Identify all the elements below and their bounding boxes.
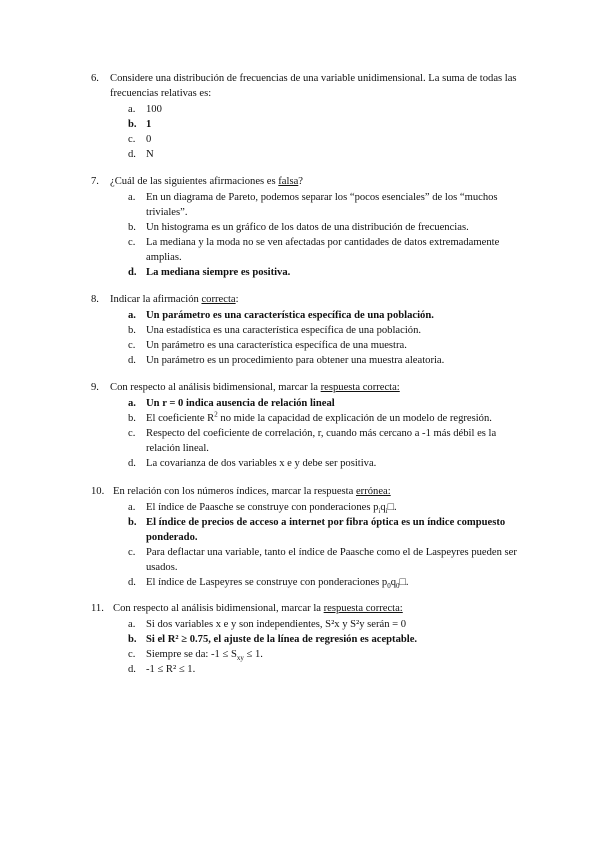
question-text: Indicar la afirmación (110, 294, 202, 305)
option-letter: a. (128, 619, 136, 630)
option-text-end: ≤ 1. (243, 649, 263, 660)
option-d-answer (91, 265, 521, 280)
option-text: Un parámetro es una característica específica de una muestra. (146, 340, 407, 351)
option-letter: b. (128, 325, 136, 336)
underlined-keyword: respuesta correcta: (320, 382, 400, 393)
option-c (91, 647, 521, 662)
question-text: Con respecto al análisis bidimensional, marcar la (113, 603, 324, 614)
option-b-answer (91, 632, 521, 647)
option-letter: b. (128, 413, 136, 424)
option-c (91, 132, 521, 147)
underlined-keyword: correcta (201, 294, 236, 305)
option-letter: a. (128, 310, 136, 321)
option-text: El índice de Laspeyres se construye con ponderaciones p (146, 577, 388, 588)
option-letter: d. (128, 267, 137, 278)
option-b (91, 411, 521, 426)
question-11 (91, 601, 521, 677)
underlined-keyword: respuesta correcta: (323, 603, 403, 614)
option-text: Un r = 0 indica ausencia de relación lineal (146, 398, 335, 409)
underlined-keyword: errónea: (355, 486, 391, 497)
question-stem (91, 484, 521, 499)
question-stem (91, 292, 521, 307)
question-number: 11. (91, 603, 104, 614)
option-text: Si dos variables x e y son independientes, S²x y S²y serán = 0 (146, 619, 407, 630)
option-letter: d. (128, 149, 136, 160)
option-letter: a. (128, 192, 136, 203)
option-d (91, 456, 521, 471)
superscript: 2 (214, 410, 218, 419)
option-letter: c. (128, 547, 136, 558)
option-text: 0 (146, 134, 152, 145)
option-text-end: □. (387, 502, 397, 513)
option-letter: a. (128, 502, 136, 513)
option-text: La covarianza de dos variables x e y debe ser positiva. (146, 458, 377, 469)
option-text: El índice de Paasche se construye con ponderaciones p (146, 502, 379, 513)
question-stem (91, 601, 521, 616)
question-text: En relación con los números índices, marcar la respuesta (113, 486, 356, 497)
option-text: Respecto del coeficiente de correlación, r, cuando más cercano a -1 más débil es la relación lineal. (146, 428, 497, 454)
question-text: Considere una distribución de frecuencias de una variable unidimensional. La suma de todas las frecuencias relativas es: (110, 73, 517, 99)
option-text: Un parámetro es una característica específica de una población. (146, 310, 434, 321)
option-letter: b. (128, 222, 136, 233)
option-letter: b. (128, 517, 137, 528)
option-c (91, 426, 521, 456)
option-d (91, 575, 521, 590)
question-stem (91, 174, 521, 189)
option-text: N (146, 149, 154, 160)
option-text-mid: q (390, 577, 397, 588)
question-text: ¿Cuál de las siguientes afirmaciones es (110, 176, 279, 187)
option-letter: c. (128, 340, 136, 351)
option-text-mid: q (380, 502, 386, 513)
option-a-answer (91, 308, 521, 323)
question-text-end: : (235, 294, 239, 305)
option-text-end: no mide la capacidad de explicación de un modelo de regresión. (217, 413, 492, 424)
option-text: Un histograma es un gráfico de los datos de una distribución de frecuencias. (146, 222, 469, 233)
option-d (91, 662, 521, 677)
option-letter: a. (128, 398, 136, 409)
option-letter: b. (128, 634, 137, 645)
option-letter: c. (128, 428, 136, 439)
question-text-end: ? (298, 176, 303, 187)
option-letter: d. (128, 355, 136, 366)
question-number: 8. (91, 294, 99, 305)
option-letter: a. (128, 104, 136, 115)
option-a (91, 102, 521, 117)
option-text: El índice de precios de acceso a internet por fibra óptica es un índice compuesto ponderado. (146, 517, 506, 543)
question-9 (91, 380, 521, 471)
option-text: Para deflactar una variable, tanto el índice de Paasche como el de Laspeyres pueden ser usados. (146, 547, 517, 573)
option-d (91, 353, 521, 368)
option-text: La mediana siempre es positiva. (146, 267, 291, 278)
question-number: 7. (91, 176, 99, 187)
underlined-keyword: falsa (278, 176, 299, 187)
option-text: -1 ≤ R² ≤ 1. (146, 664, 196, 675)
option-c (91, 235, 521, 265)
subscript: i (385, 507, 388, 516)
option-c (91, 338, 521, 353)
question-number: 6. (91, 73, 99, 84)
option-c (91, 545, 521, 575)
option-b-answer (91, 117, 521, 132)
option-a-answer (91, 396, 521, 411)
question-7 (91, 174, 521, 280)
option-text: En un diagrama de Pareto, podemos separar los “pocos esenciales” de los “muchos triviales”. (146, 192, 498, 218)
option-letter: d. (128, 664, 136, 675)
option-text: 100 (146, 104, 162, 115)
question-stem (91, 380, 521, 395)
option-b (91, 220, 521, 235)
option-b-answer (91, 515, 521, 545)
option-text: Si el R² ≥ 0.75, el ajuste de la línea de regresión es aceptable. (146, 634, 418, 645)
subscript: 0 (396, 582, 400, 591)
option-letter: c. (128, 649, 136, 660)
option-text: Siempre se da: -1 ≤ S (146, 649, 237, 660)
option-d (91, 147, 521, 162)
option-a (91, 500, 521, 515)
option-a (91, 617, 521, 632)
question-text: Con respecto al análisis bidimensional, marcar la (110, 382, 321, 393)
subscript: xy (236, 654, 244, 663)
option-text: Una estadística es una característica específica de una población. (146, 325, 422, 336)
question-stem (91, 71, 521, 101)
question-6 (91, 71, 521, 162)
option-text: 1 (146, 119, 152, 130)
option-letter: b. (128, 119, 137, 130)
subscript: 0 (387, 582, 391, 591)
option-letter: d. (128, 458, 136, 469)
option-text: La mediana y la moda no se ven afectadas por cantidades de datos extremadamente amplias. (146, 237, 500, 263)
question-8 (91, 292, 521, 368)
option-letter: c. (128, 237, 136, 248)
option-letter: c. (128, 134, 136, 145)
option-text-end: □. (399, 577, 409, 588)
option-text: Un parámetro es un procedimiento para obtener una muestra aleatoria. (146, 355, 445, 366)
question-number: 9. (91, 382, 99, 393)
option-text: El coeficiente R (146, 413, 215, 424)
question-number: 10. (91, 486, 105, 497)
subscript: i (378, 507, 381, 516)
option-a (91, 190, 521, 220)
option-letter: d. (128, 577, 136, 588)
option-b (91, 323, 521, 338)
question-10 (91, 484, 521, 590)
